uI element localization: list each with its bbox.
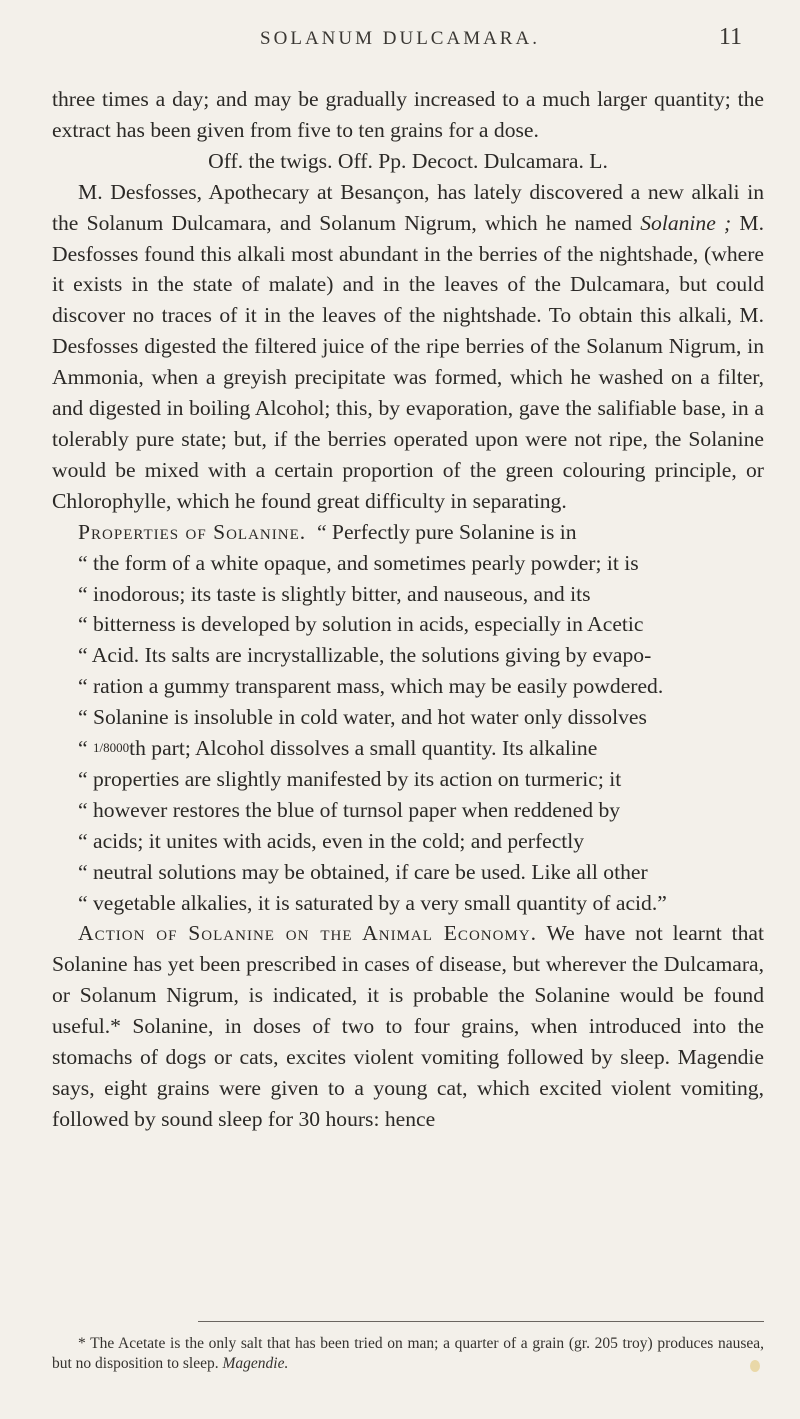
action-heading: Action of Solanine on the Animal Economy.: [78, 921, 538, 946]
properties-line-8: [52, 733, 764, 764]
footnote: [52, 1334, 764, 1374]
action-text: We have not learnt that Solanine has yet been prescribed in cases of disease, but wherever the Dulcamara, or Solanum Nigrum, is indicated, it is probable the Solanine would be found useful.* Solanine, in doses of two to four grains, when introduced into the stomachs of dogs or cats, excites violent vomiting followed by sleep. Magendie says, eight grains were given to a young cat, which excited violent vomiting, followed by sound sleep for 30 hours: hence: [52, 921, 765, 1131]
properties-line-13: “ vegetable alkalies, it is saturated by a very small quantity of acid.”: [78, 890, 667, 915]
footnote-rule: [198, 1321, 764, 1322]
paragraph-action: [52, 918, 764, 1134]
paper-stain: [750, 1360, 760, 1372]
paragraph-dosage: three times a day; and may be gradually increased to a much larger quantity; the extract has been given from five to ten grains for a dose.: [52, 87, 764, 142]
paragraph-desfosses: [52, 177, 764, 517]
properties-heading: Properties of Solanine.: [78, 519, 307, 544]
properties-line-4: “ bitterness is developed by solution in acids, especially in Acetic: [78, 612, 644, 637]
properties-line-2: “ the form of a white opaque, and sometimes pearly powder; it is: [78, 550, 639, 575]
properties-line-12: “ neutral solutions may be obtained, if care be used. Like all other: [78, 859, 648, 884]
running-title: SOLANUM DULCAMARA.: [260, 28, 540, 49]
properties-line-7: “ Solanine is insoluble in cold water, and hot water only dissolves: [78, 705, 647, 730]
page-number: 11: [718, 24, 742, 50]
paragraph-officinal: Off. the twigs. Off. Pp. Decoct. Dulcamara. L.: [208, 148, 608, 173]
properties-line-5: “ Acid. Its salts are incrystallizable, the solutions giving by evapo-: [78, 643, 652, 668]
paragraph-properties: [52, 517, 764, 919]
properties-line-1: “ Perfectly pure Solanine is in: [316, 519, 577, 544]
footnote-attribution: Magendie.: [222, 1355, 289, 1372]
desfosses-text-b: M. Desfosses found this alkali most abundant in the berries of the nightshade, (where it exists in the state of malate) and in the leaves of the Dulcamara, but could discover no traces of it in the leaves of the nightshade. To obtain this alkali, M. Desfosses digested the filtered juice of the ripe berries of the Solanum Nigrum, in Ammonia, when a greyish precipitate was formed, which he washed on a filter, and digested in boiling Alcohol; this, by evaporation, gave the salifiable base, in a tolerably pure state; but, if the berries operated upon were not ripe, the Solanine would be mixed with a certain proportion of the green colouring principle, or Chlorophylle, which he found great difficulty in separating.: [52, 210, 764, 513]
body-text: [52, 84, 764, 1135]
properties-line-8-pre: “: [78, 736, 93, 761]
footnote-body: [52, 1334, 764, 1374]
properties-line-8-post: th part; Alcohol dissolves a small quantity. Its alkaline: [129, 736, 598, 761]
properties-line-11: “ acids; it unites with acids, even in the cold; and perfectly: [78, 828, 585, 853]
desfosses-text-a: M. Desfosses, Apothecary at Besançon, has lately discovered a new alkali in the Solanum Dulcamara, and Solanum Nigrum, which he named: [52, 179, 764, 235]
properties-line-6: “ ration a gummy transparent mass, which may be easily powdered.: [78, 674, 664, 699]
properties-line-3: “ inodorous; its taste is slightly bitter, and nauseous, and its: [78, 581, 591, 606]
properties-line-10: “ however restores the blue of turnsol paper when reddened by: [78, 797, 621, 822]
solanine-term: Solanine ;: [640, 210, 732, 235]
properties-line-9: “ properties are slightly manifested by its action on turmeric; it: [78, 766, 622, 791]
footnote-text: * The Acetate is the only salt that has been tried on man; a quarter of a grain (gr. 205 troy) produces nausea, but no disposition to sleep.: [52, 1335, 764, 1372]
fraction-one-eight-thousandth: 1/8000: [92, 740, 130, 756]
